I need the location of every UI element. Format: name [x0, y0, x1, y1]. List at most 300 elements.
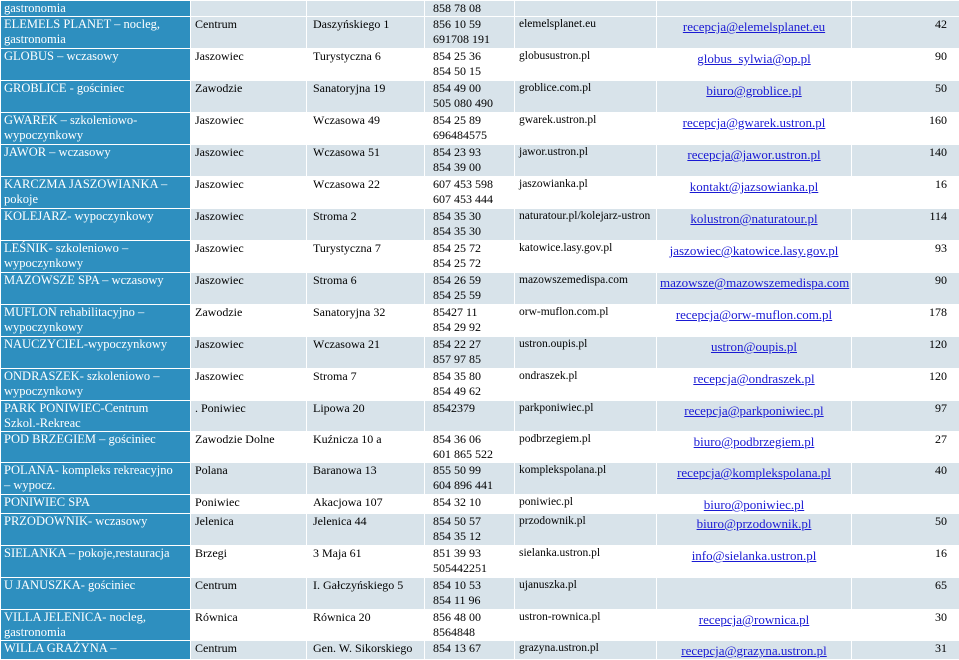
capacity-text: 30: [935, 610, 947, 624]
website-text: elemelsplanet.eu: [519, 18, 596, 30]
email-cell: [657, 113, 852, 145]
website-cell: [515, 401, 657, 432]
business-name-text: VILLA JELENICA- nocleg, gastronomia: [4, 610, 146, 639]
street-cell: [307, 337, 425, 369]
website-text: jaszowianka.pl: [519, 178, 588, 190]
street-cell: [307, 305, 425, 337]
phone-cell: [425, 17, 515, 49]
capacity-text: 160: [929, 113, 947, 127]
email-link[interactable]: ustron@oupis.pl: [711, 339, 797, 354]
capacity-cell: [852, 273, 959, 305]
location-cell: [191, 17, 307, 49]
table-row: [1, 369, 959, 401]
website-cell: [515, 49, 657, 81]
street-text: Równica 20: [313, 610, 371, 624]
table-row: [1, 432, 959, 463]
business-name-text: JAWOR – wczasowy: [4, 145, 111, 159]
table-row: [1, 401, 959, 432]
phone-text: 854 36 06 601 865 522: [433, 432, 493, 461]
location-text: Jaszowiec: [195, 209, 244, 223]
business-name-text: ELEMELS PLANET – nocleg, gastronomia: [4, 17, 160, 46]
location-text: Polana: [195, 463, 228, 477]
business-name-text: gastronomia: [4, 1, 66, 15]
table-row: [1, 81, 959, 113]
phone-cell: [425, 1, 515, 17]
website-cell: [515, 641, 657, 660]
business-name-cell: [1, 432, 191, 463]
location-cell: [191, 113, 307, 145]
email-link[interactable]: biuro@przodownik.pl: [697, 516, 812, 531]
email-cell: [657, 369, 852, 401]
capacity-cell: [852, 495, 959, 514]
street-text: Sanatoryjna 19: [313, 81, 385, 95]
website-cell: [515, 578, 657, 610]
location-text: Centrum: [195, 17, 237, 31]
email-link[interactable]: kolustron@naturatour.pl: [690, 211, 817, 226]
capacity-text: 42: [935, 17, 947, 31]
capacity-cell: [852, 305, 959, 337]
street-text: Stroma 2: [313, 209, 357, 223]
business-name-cell: [1, 177, 191, 209]
location-cell: [191, 369, 307, 401]
phone-text: 854 35 30 854 35 30: [433, 209, 481, 238]
location-text: Zawodzie: [195, 81, 242, 95]
business-name-cell: [1, 305, 191, 337]
website-text: naturatour.pl/kolejarz-ustron: [519, 210, 650, 222]
business-name-cell: [1, 241, 191, 273]
email-link[interactable]: biuro@poniwiec.pl: [704, 497, 804, 512]
business-name-text: POD BRZEGIEM – gościniec: [4, 432, 156, 446]
street-text: Wczasowa 21: [313, 337, 380, 351]
business-name-text: GROBLICE - gościniec: [4, 81, 124, 95]
email-cell: [657, 209, 852, 241]
website-cell: [515, 177, 657, 209]
website-cell: [515, 546, 657, 578]
table-row: [1, 209, 959, 241]
capacity-cell: [852, 546, 959, 578]
email-cell: [657, 241, 852, 273]
website-text: podbrzegiem.pl: [519, 433, 591, 445]
phone-cell: [425, 273, 515, 305]
website-text: mazowszemedispa.com: [519, 274, 628, 286]
location-text: Jelenica: [195, 514, 234, 528]
phone-cell: [425, 495, 515, 514]
email-link[interactable]: kontakt@jazsowianka.pl: [690, 179, 819, 194]
phone-text: 854 50 57 854 35 12: [433, 514, 481, 543]
location-cell: [191, 81, 307, 113]
phone-cell: [425, 514, 515, 546]
website-text: ondraszek.pl: [519, 370, 577, 382]
location-text: Jaszowiec: [195, 145, 244, 159]
street-cell: [307, 273, 425, 305]
website-text: ustron.oupis.pl: [519, 338, 587, 350]
street-text: Baranowa 13: [313, 463, 377, 477]
location-cell: [191, 305, 307, 337]
street-cell: [307, 113, 425, 145]
location-cell: [191, 209, 307, 241]
location-cell: [191, 273, 307, 305]
location-cell: [191, 514, 307, 546]
website-text: przodownik.pl: [519, 515, 586, 527]
business-name-text: GLOBUS – wczasowy: [4, 49, 119, 63]
capacity-cell: [852, 1, 959, 17]
capacity-cell: [852, 337, 959, 369]
phone-text: 854 25 72 854 25 72: [433, 241, 481, 270]
business-name-cell: [1, 113, 191, 145]
business-name-cell: [1, 641, 191, 660]
capacity-cell: [852, 369, 959, 401]
location-text: Jaszowiec: [195, 113, 244, 127]
website-text: parkponiwiec.pl: [519, 402, 593, 414]
capacity-text: 31: [935, 641, 947, 655]
phone-text: 854 23 93 854 39 00: [433, 145, 481, 174]
phone-cell: [425, 546, 515, 578]
street-cell: [307, 641, 425, 660]
business-name-text: WILLA GRAŻYNA –: [4, 641, 117, 655]
phone-cell: [425, 49, 515, 81]
business-name-text: MUFLON rehabilitacyjno – wypoczynkowy: [4, 305, 144, 334]
street-cell: [307, 17, 425, 49]
location-cell: [191, 463, 307, 495]
email-cell: [657, 177, 852, 209]
email-cell: [657, 463, 852, 495]
website-text: katowice.lasy.gov.pl: [519, 242, 612, 254]
street-text: Gen. W. Sikorskiego: [313, 641, 412, 655]
business-name-cell: [1, 17, 191, 49]
street-cell: [307, 546, 425, 578]
table-row: [1, 305, 959, 337]
business-name-cell: [1, 463, 191, 495]
location-text: Jaszowiec: [195, 369, 244, 383]
website-cell: [515, 463, 657, 495]
capacity-text: 120: [929, 337, 947, 351]
email-link[interactable]: mazowsze@mazowszemedispa.com: [660, 275, 849, 290]
email-cell: [657, 1, 852, 17]
capacity-text: 120: [929, 369, 947, 383]
capacity-text: 40: [935, 463, 947, 477]
table-row: [1, 49, 959, 81]
phone-cell: [425, 578, 515, 610]
location-text: . Poniwiec: [195, 401, 246, 415]
street-text: Wczasowa 49: [313, 113, 380, 127]
street-cell: [307, 49, 425, 81]
website-text: ustron-rownica.pl: [519, 611, 600, 623]
phone-text: 854 35 80 854 49 62: [433, 369, 481, 398]
location-text: Centrum: [195, 641, 237, 655]
phone-cell: [425, 145, 515, 177]
street-text: Wczasowa 22: [313, 177, 380, 191]
street-cell: [307, 81, 425, 113]
capacity-cell: [852, 177, 959, 209]
website-cell: [515, 273, 657, 305]
table-row: [1, 145, 959, 177]
table-row: [1, 241, 959, 273]
table-row: [1, 113, 959, 145]
email-cell: [657, 81, 852, 113]
phone-cell: [425, 369, 515, 401]
table-row: [1, 610, 959, 641]
capacity-text: 90: [935, 273, 947, 287]
business-name-cell: [1, 578, 191, 610]
capacity-cell: [852, 610, 959, 641]
street-cell: [307, 578, 425, 610]
website-text: grazyna.ustron.pl: [519, 642, 599, 654]
email-cell: [657, 495, 852, 514]
capacity-text: 16: [935, 546, 947, 560]
email-cell: [657, 610, 852, 641]
website-cell: [515, 81, 657, 113]
table-row: [1, 177, 959, 209]
location-cell: [191, 432, 307, 463]
business-name-text: LEŚNIK- szkoleniowo – wypoczynkowy: [4, 241, 128, 270]
street-text: I. Gałczyńskiego 5: [313, 578, 403, 592]
location-text: Zawodzie: [195, 305, 242, 319]
phone-text: 854 22 27 857 97 85: [433, 337, 481, 366]
website-cell: [515, 610, 657, 641]
table-row: [1, 337, 959, 369]
phone-cell: [425, 177, 515, 209]
website-text: globusustron.pl: [519, 50, 590, 62]
email-link[interactable]: recepcja@jawor.ustron.pl: [687, 147, 820, 162]
business-name-cell: [1, 369, 191, 401]
business-name-text: KOLEJARZ- wypoczynkowy: [4, 209, 154, 223]
location-cell: [191, 145, 307, 177]
email-link[interactable]: globus_sylwia@op.pl: [697, 51, 810, 66]
phone-text: 854 13 67: [433, 641, 481, 655]
capacity-cell: [852, 641, 959, 660]
location-cell: [191, 610, 307, 641]
street-text: Kuźnicza 10 a: [313, 432, 382, 446]
phone-cell: [425, 463, 515, 495]
email-cell: [657, 273, 852, 305]
business-name-cell: [1, 1, 191, 17]
location-cell: [191, 546, 307, 578]
business-name-cell: [1, 49, 191, 81]
table-row: [1, 495, 959, 514]
street-cell: [307, 610, 425, 641]
capacity-text: 16: [935, 177, 947, 191]
capacity-cell: [852, 432, 959, 463]
phone-text: 858 78 08: [433, 1, 481, 15]
location-text: Jaszowiec: [195, 337, 244, 351]
capacity-cell: [852, 209, 959, 241]
table-row: [1, 578, 959, 610]
capacity-text: 27: [935, 432, 947, 446]
website-text: orw-muflon.com.pl: [519, 306, 608, 318]
email-link[interactable]: recepcja@grazyna.ustron.pl: [681, 643, 827, 658]
business-name-cell: [1, 81, 191, 113]
email-link[interactable]: recepcja@elemelsplanet.eu: [683, 19, 825, 34]
phone-cell: [425, 401, 515, 432]
business-name-cell: [1, 209, 191, 241]
location-cell: [191, 578, 307, 610]
location-text: Centrum: [195, 578, 237, 592]
street-text: Stroma 6: [313, 273, 357, 287]
email-link[interactable]: recepcja@parkponiwiec.pl: [684, 403, 823, 418]
email-link[interactable]: recepcja@orw-muflon.com.pl: [676, 307, 832, 322]
table-row: [1, 1, 959, 17]
capacity-cell: [852, 113, 959, 145]
capacity-cell: [852, 401, 959, 432]
phone-cell: [425, 641, 515, 660]
capacity-text: 114: [929, 209, 947, 223]
email-cell: [657, 546, 852, 578]
street-text: Daszyńskiego 1: [313, 17, 389, 31]
capacity-cell: [852, 17, 959, 49]
street-cell: [307, 495, 425, 514]
email-cell: [657, 305, 852, 337]
phone-text: 854 25 89 696484575: [433, 113, 487, 142]
business-name-cell: [1, 337, 191, 369]
email-link[interactable]: info@sielanka.ustron.pl: [692, 548, 817, 563]
phone-cell: [425, 209, 515, 241]
location-cell: [191, 49, 307, 81]
business-name-cell: [1, 514, 191, 546]
phone-cell: [425, 241, 515, 273]
phone-cell: [425, 305, 515, 337]
capacity-text: 93: [935, 241, 947, 255]
email-link[interactable]: recepcja@komplekspolana.pl: [677, 465, 831, 480]
phone-cell: [425, 610, 515, 641]
capacity-text: 97: [935, 401, 947, 415]
street-cell: [307, 432, 425, 463]
capacity-cell: [852, 578, 959, 610]
business-name-cell: [1, 401, 191, 432]
business-name-text: PARK PONIWIEC-Centrum Szkol.-Rekreac: [4, 401, 148, 430]
phone-text: 854 26 59 854 25 59: [433, 273, 481, 302]
location-cell: [191, 177, 307, 209]
email-link[interactable]: jaszowiec@katowice.lasy.gov.pl: [670, 243, 839, 258]
street-cell: [307, 241, 425, 273]
street-cell: [307, 369, 425, 401]
street-text: Turystyczna 6: [313, 49, 381, 63]
business-name-text: PRZODOWNIK- wczasowy: [4, 514, 147, 528]
business-name-text: POLANA- kompleks rekreacyjno – wypocz.: [4, 463, 173, 492]
website-text: ujanuszka.pl: [519, 579, 577, 591]
website-cell: [515, 145, 657, 177]
phone-cell: [425, 113, 515, 145]
website-cell: [515, 369, 657, 401]
business-name-text: MAZOWSZE SPA – wczasowy: [4, 273, 164, 287]
phone-text: 854 25 36 854 50 15: [433, 49, 481, 78]
street-cell: [307, 177, 425, 209]
location-cell: [191, 495, 307, 514]
street-text: Wczasowa 51: [313, 145, 380, 159]
street-text: 3 Maja 61: [313, 546, 362, 560]
email-cell: [657, 578, 852, 610]
street-cell: [307, 209, 425, 241]
email-link[interactable]: recepcja@gwarek.ustron.pl: [683, 115, 826, 130]
phone-cell: [425, 81, 515, 113]
capacity-text: 50: [935, 514, 947, 528]
capacity-cell: [852, 145, 959, 177]
business-name-cell: [1, 145, 191, 177]
capacity-text: 178: [929, 305, 947, 319]
location-text: Poniwiec: [195, 495, 240, 509]
website-text: poniwiec.pl: [519, 496, 573, 508]
location-text: Jaszowiec: [195, 177, 244, 191]
website-cell: [515, 337, 657, 369]
location-text: Równica: [195, 610, 238, 624]
business-name-text: U JANUSZKA- gościniec: [4, 578, 135, 592]
email-link[interactable]: recepcja@rownica.pl: [699, 612, 810, 627]
table-row: [1, 463, 959, 495]
table-row: [1, 514, 959, 546]
website-cell: [515, 241, 657, 273]
email-cell: [657, 432, 852, 463]
capacity-cell: [852, 514, 959, 546]
table-row: [1, 641, 959, 660]
street-cell: [307, 1, 425, 17]
email-link[interactable]: biuro@groblice.pl: [706, 83, 801, 98]
phone-text: 8542379: [433, 401, 475, 415]
street-cell: [307, 463, 425, 495]
business-name-text: PONIWIEC SPA: [4, 495, 90, 509]
phone-text: 855 50 99 604 896 441: [433, 463, 493, 492]
location-cell: [191, 241, 307, 273]
location-cell: [191, 641, 307, 660]
location-cell: [191, 1, 307, 17]
email-cell: [657, 401, 852, 432]
street-cell: [307, 401, 425, 432]
street-cell: [307, 514, 425, 546]
phone-cell: [425, 337, 515, 369]
website-cell: [515, 17, 657, 49]
website-cell: [515, 209, 657, 241]
business-name-text: SIELANKA – pokoje,restauracja: [4, 546, 170, 560]
website-cell: [515, 1, 657, 17]
email-cell: [657, 337, 852, 369]
phone-text: 851 39 93 505442251: [433, 546, 487, 575]
capacity-cell: [852, 241, 959, 273]
street-text: Akacjowa 107: [313, 495, 383, 509]
table-row: [1, 17, 959, 49]
website-text: jawor.ustron.pl: [519, 146, 588, 158]
business-name-cell: [1, 273, 191, 305]
capacity-cell: [852, 463, 959, 495]
business-name-text: GWAREK – szkoleniowo- wypoczynkowy: [4, 113, 137, 142]
street-text: Jelenica 44: [313, 514, 367, 528]
street-cell: [307, 145, 425, 177]
website-text: sielanka.ustron.pl: [519, 547, 600, 559]
phone-text: 854 49 00 505 080 490: [433, 81, 493, 110]
business-name-text: KARCZMA JASZOWIANKA – pokoje: [4, 177, 167, 206]
street-text: Stroma 7: [313, 369, 357, 383]
street-text: Sanatoryjna 32: [313, 305, 385, 319]
capacity-cell: [852, 81, 959, 113]
location-text: Jaszowiec: [195, 49, 244, 63]
website-cell: [515, 113, 657, 145]
capacity-text: 140: [929, 145, 947, 159]
capacity-text: 65: [935, 578, 947, 592]
phone-cell: [425, 432, 515, 463]
phone-text: 856 10 59 691708 191: [433, 17, 490, 46]
email-link[interactable]: recepcja@ondraszek.pl: [693, 371, 814, 386]
email-link[interactable]: biuro@podbrzegiem.pl: [694, 434, 815, 449]
location-text: Jaszowiec: [195, 273, 244, 287]
location-text: Zawodzie Dolne: [195, 432, 275, 446]
street-text: Turystyczna 7: [313, 241, 381, 255]
phone-text: 856 48 00 8564848: [433, 610, 481, 639]
business-name-cell: [1, 495, 191, 514]
phone-text: 607 453 598 607 453 444: [433, 177, 493, 206]
phone-text: 85427 11 854 29 92: [433, 305, 481, 334]
table-row: [1, 273, 959, 305]
website-cell: [515, 305, 657, 337]
business-name-cell: [1, 546, 191, 578]
website-text: groblice.com.pl: [519, 82, 591, 94]
email-cell: [657, 145, 852, 177]
